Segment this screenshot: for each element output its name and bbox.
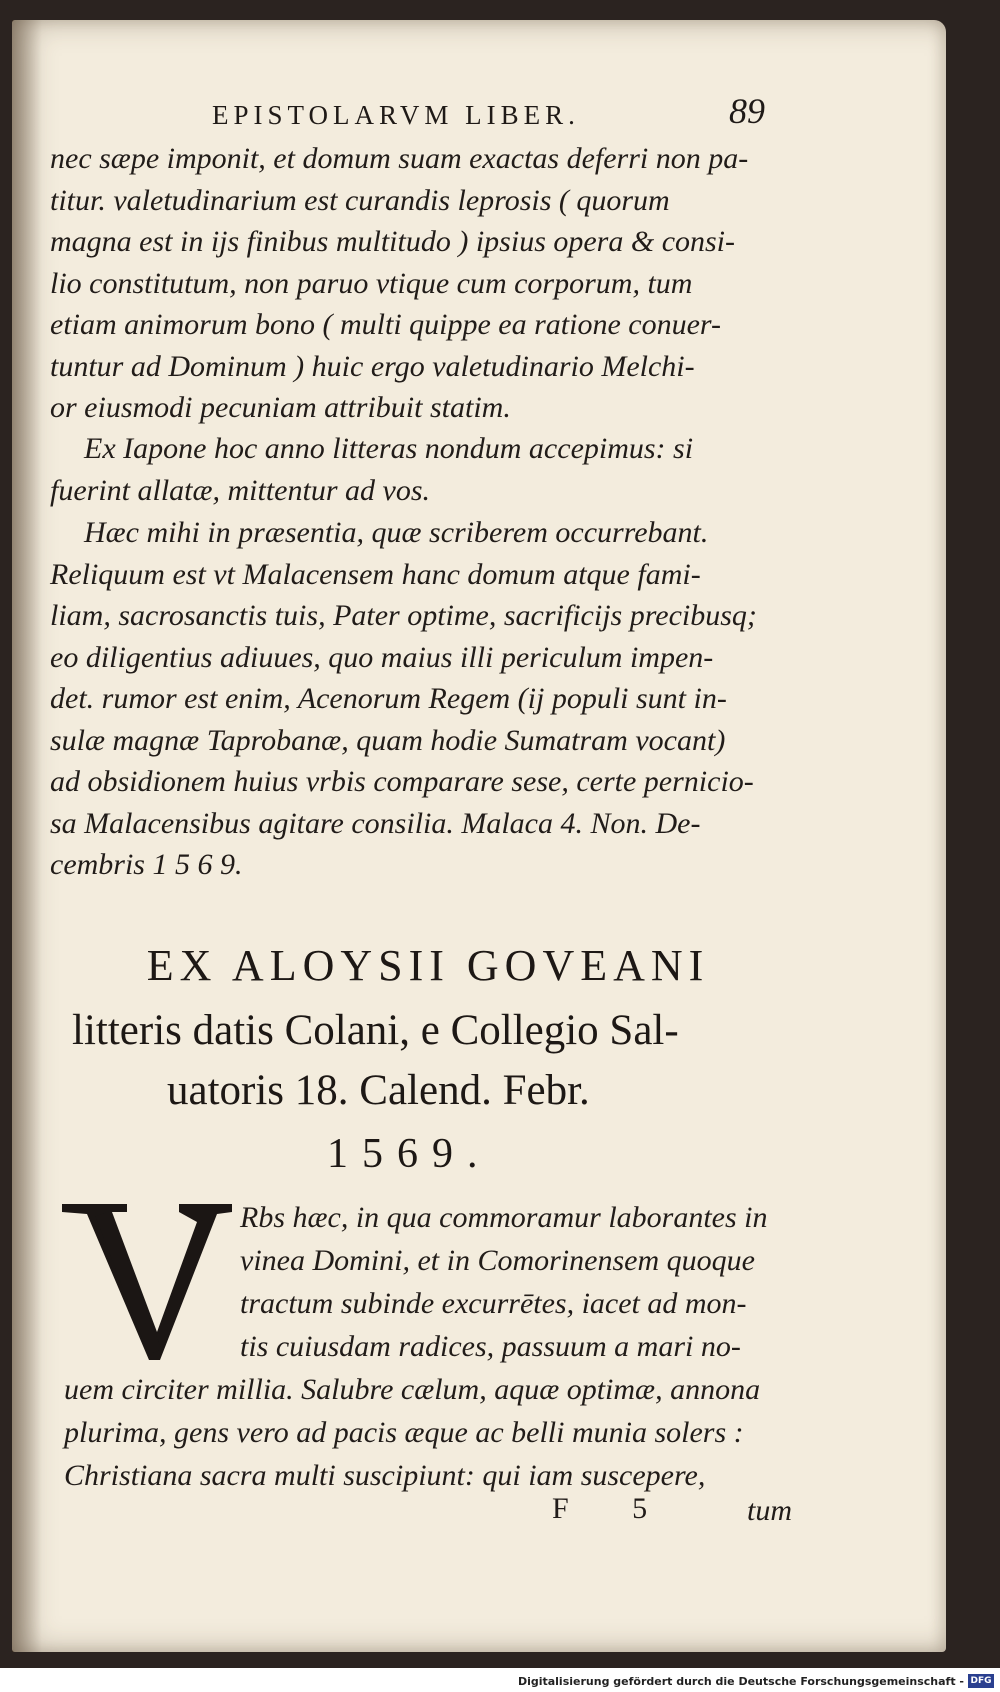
digitization-footer [0, 1668, 1000, 1692]
text-line: Rbs hæc, in qua commoramur laborantes in [240, 1201, 768, 1234]
text-line: eo diligentius adiuues, quo maius illi periculum impen- [50, 640, 714, 674]
text-line: etiam animorum bono ( multi quippe ea ratione conuer- [50, 308, 721, 341]
text-line: uem circiter millia. Salubre cælum, aquæ optimæ, annona [64, 1373, 761, 1406]
text-line: plurima, gens vero ad pacis æque ac belli munia solers : [64, 1416, 744, 1449]
text-line: or eiusmodi pecuniam attribuit statim. [50, 391, 511, 424]
printer-signature: F 5 [552, 1492, 676, 1525]
paragraph-3 [50, 512, 802, 886]
book-page [12, 20, 946, 1652]
paragraph-1 [50, 138, 802, 429]
text-line: tis cuiusdam radices, passuum a mari no- [240, 1330, 741, 1363]
text-line: ad obsidionem huius vrbis comparare sese, certe pernicio- [50, 765, 754, 798]
section-heading-line-3: uatoris 18. Calend. Febr. [167, 1067, 590, 1114]
paragraph-2 [50, 428, 802, 511]
page-gutter-shadow [12, 20, 42, 1652]
paragraph-4-indented [240, 1196, 830, 1368]
text-line: titur. valetudinarium est curandis leprosis ( quorum [50, 183, 670, 217]
text-line: sulæ magnæ Taprobanæ, quam hodie Sumatram vocant) [50, 723, 726, 757]
catchword: tum [747, 1494, 792, 1527]
text-line: tractum subinde excurrētes, iacet ad mon- [240, 1287, 747, 1320]
text-line: Ex Iapone hoc anno litteras nondum accepimus: si [84, 432, 694, 465]
text-line: liam, sacrosanctis tuis, Pater optime, sacrificijs precibusq; [50, 599, 757, 632]
text-line: vinea Domini, et in Comorinensem quoque [240, 1244, 755, 1277]
text-line: tuntur ad Dominum ) huic ergo valetudinario Melchi- [50, 349, 695, 383]
text-line: Hæc mihi in præsentia, quæ scriberem occurrebant. [84, 516, 709, 549]
page-number: 89 [729, 91, 765, 131]
dropcap-v-initial [57, 1192, 237, 1362]
text-line: Reliquum est vt Malacensem hanc domum atque fami- [50, 557, 701, 591]
section-heading-year: 1569. [327, 1131, 492, 1177]
text-line: lio constitutum, non paruo vtique cum corporum, tum [50, 266, 693, 300]
paragraph-4-continued [64, 1368, 824, 1497]
footer-credit: Digitalisierung gefördert durch die Deutsche Forschungsgemeinschaft - [517, 1675, 964, 1688]
text-line: det. rumor est enim, Acenorum Regem (ij populi sunt in- [50, 682, 727, 715]
text-line: Christiana sacra multi suscipiunt: qui iam suscepere, [64, 1459, 706, 1492]
text-line: magna est in ijs finibus multitudo ) ipsius opera & consi- [50, 225, 736, 258]
text-line: sa Malacensibus agitare consilia. Malaca 4. Non. De- [50, 806, 701, 840]
text-line: nec sæpe imponit, et domum suam exactas deferri non pa- [50, 142, 749, 175]
text-line: cembris 1 5 6 9. [50, 848, 243, 881]
section-heading-title: EX ALOYSII GOVEANI [146, 941, 710, 990]
text-line: fuerint allatæ, mittentur ad vos. [50, 473, 430, 507]
dfg-logo: DFG [968, 1674, 994, 1688]
running-head: EPISTOLARVM LIBER. [212, 100, 580, 130]
section-heading-line-2: litteris datis Colani, e Collegio Sal- [72, 1007, 679, 1054]
